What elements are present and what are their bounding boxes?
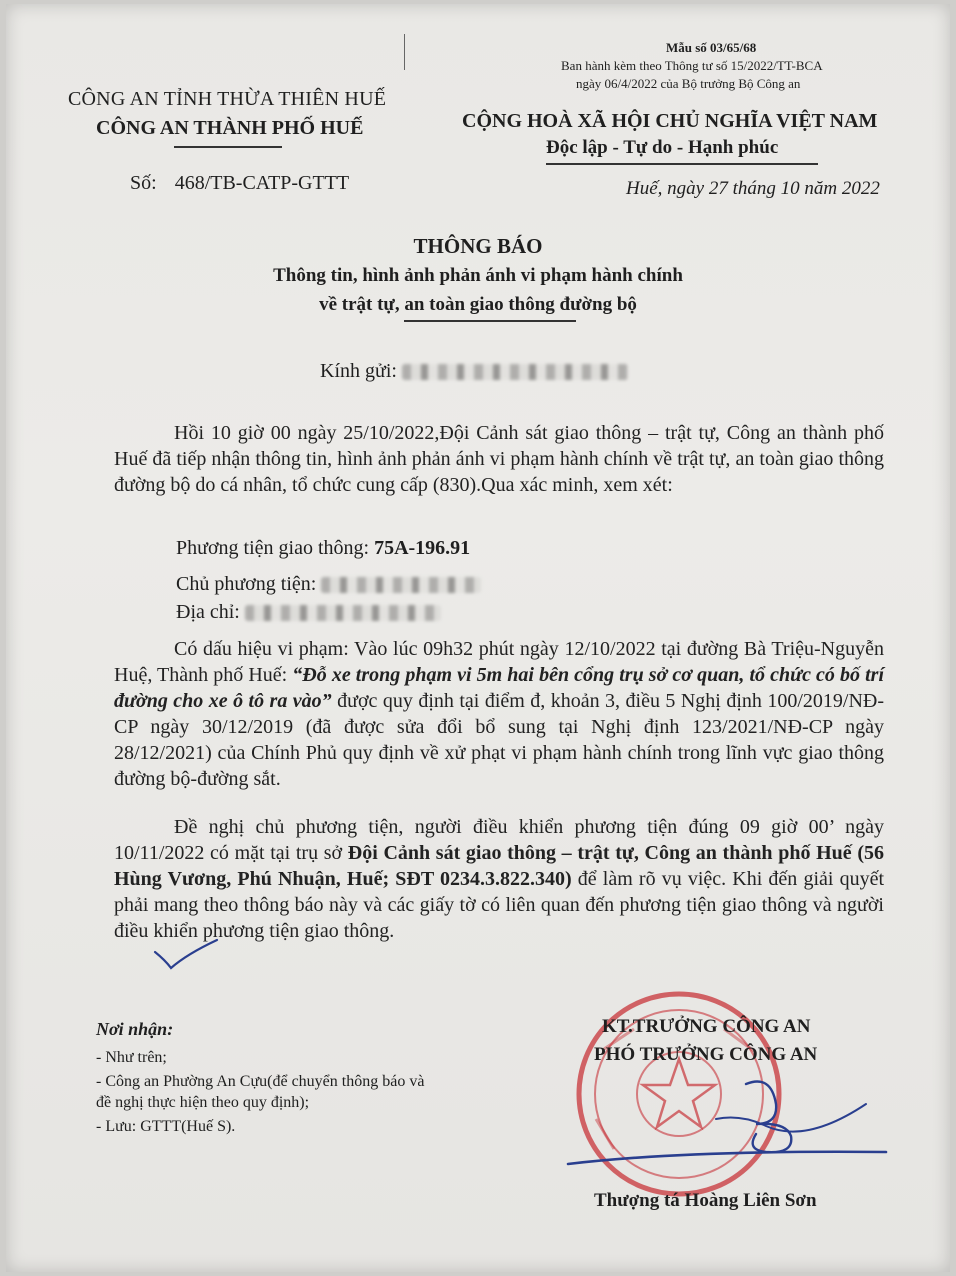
place-date: Huế, ngày 27 tháng 10 năm 2022 <box>626 178 880 199</box>
pen-checkmark <box>151 938 221 972</box>
subtitle-underline <box>404 320 576 322</box>
signer-name: Thượng tá Hoàng Liên Sơn <box>594 1190 817 1211</box>
violation-legal-basis: được quy định tại điểm đ, khoản 3, điều 5 Nghị định 100/2019/NĐ-CP ngày 30/12/2019 (đã được sửa đổi bổ sung tại Nghị định 123/2021/NĐ-CP ngày 28/12/2021) của Chính Phủ quy định về xử phạt vi phạm hành chính trong lĩnh vực giao thông đường bộ-đường sắt. <box>114 690 884 790</box>
request-location: Đội Cảnh sát giao thông – trật tự, Công an thành phố Huế (56 Hùng Vương, Phú Nhuận, Huế; SĐT 0234.3.822.340) <box>114 842 885 890</box>
form-issued-date: ngày 06/4/2022 của Bộ trưởng Bộ Công an <box>576 76 801 91</box>
document-subtitle-line2: về trật tự, an toàn giao thông đường bộ <box>319 294 637 315</box>
address-line <box>176 601 441 624</box>
country-name: CỘNG HOÀ XÃ HỘI CHỦ NGHĨA VIỆT NAM <box>462 110 878 132</box>
vehicle-line <box>176 537 470 560</box>
document-number-value: 468/TB-CATP-GTTT <box>174 172 350 194</box>
recipients-heading: Nơi nhận: <box>96 1019 174 1039</box>
owner-line <box>176 573 481 596</box>
document-title: THÔNG BÁO <box>413 234 543 258</box>
signature-title-2: PHÓ TRƯỞNG CÔNG AN <box>594 1044 818 1065</box>
paragraph-violation <box>114 636 884 792</box>
recipient-item: - Công an Phường An Cựu(để chuyển thông báo và <box>96 1073 425 1090</box>
agency-underline <box>174 146 282 148</box>
agency-parent: CÔNG AN TỈNH THỪA THIÊN HUẾ <box>68 88 387 110</box>
document-number <box>130 172 349 195</box>
vehicle-label: Phương tiện giao thông: <box>176 537 370 559</box>
paragraph-request <box>114 814 884 944</box>
handwritten-signature <box>566 1064 896 1184</box>
national-motto: Độc lập - Tự do - Hạnh phúc <box>546 137 779 158</box>
vehicle-plate: 75A-196.91 <box>374 537 471 559</box>
request-details: để làm rõ vụ việc. Khi đến giải quyết phải mang theo thông báo này và các giấy tờ có liên quan đến phương tiện giao thông và người điều khiển phương tiện giao thông. <box>114 868 885 942</box>
request-intro: Đề nghị chủ phương tiện, người điều khiển phương tiện đúng 09 giờ 00’ ngày 10/11/2022 có mặt tại trụ sở <box>114 816 884 864</box>
owner-label: Chủ phương tiện: <box>176 573 317 595</box>
document-page <box>6 4 950 1272</box>
pen-mark <box>404 34 405 70</box>
form-issued-with: Ban hành kèm theo Thông tư số 15/2022/TT-BCA <box>561 58 823 73</box>
violation-description: “Đỗ xe trong phạm vi 5m hai bên cổng trụ sở cơ quan, tổ chức có bố trí đường cho xe ô tô ra vào” <box>114 664 884 712</box>
document-number-label: Số: <box>130 172 157 194</box>
form-number: Mẫu số 03/65/68 <box>666 40 757 55</box>
redacted-address <box>245 605 441 621</box>
document-subtitle-line1: Thông tin, hình ảnh phản ánh vi phạm hành chính <box>273 265 683 286</box>
recipient-item: - Lưu: GTTT(Huế S). <box>96 1118 236 1135</box>
redacted-owner <box>321 577 481 593</box>
address-label: Địa chỉ: <box>176 601 240 623</box>
agency-name: CÔNG AN THÀNH PHỐ HUẾ <box>96 117 364 139</box>
addressee <box>320 360 628 383</box>
redacted-addressee <box>402 364 628 380</box>
recipient-item: - Như trên; <box>96 1049 167 1066</box>
violation-intro: Có dấu hiệu vi phạm: Vào lúc 09h32 phút ngày 12/10/2022 tại đường Bà Triệu-Nguyễn Huệ, Thành phố Huế: <box>114 638 884 686</box>
addressee-label: Kính gửi: <box>320 360 397 382</box>
recipient-item: đề nghị thực hiện theo quy định); <box>96 1094 310 1111</box>
paragraph-intro: Hồi 10 giờ 00 ngày 25/10/2022,Đội Cảnh sát giao thông – trật tự, Công an thành phố Huế đã tiếp nhận thông tin, hình ảnh phản ánh vi phạm hành chính về trật tự, an toàn giao thông đường bộ do cá nhân, tổ chức cung cấp (830).Qua xác minh, xem xét: <box>114 422 884 496</box>
motto-underline <box>546 163 818 165</box>
signature-title-1: KT.TRƯỞNG CÔNG AN <box>602 1016 811 1037</box>
